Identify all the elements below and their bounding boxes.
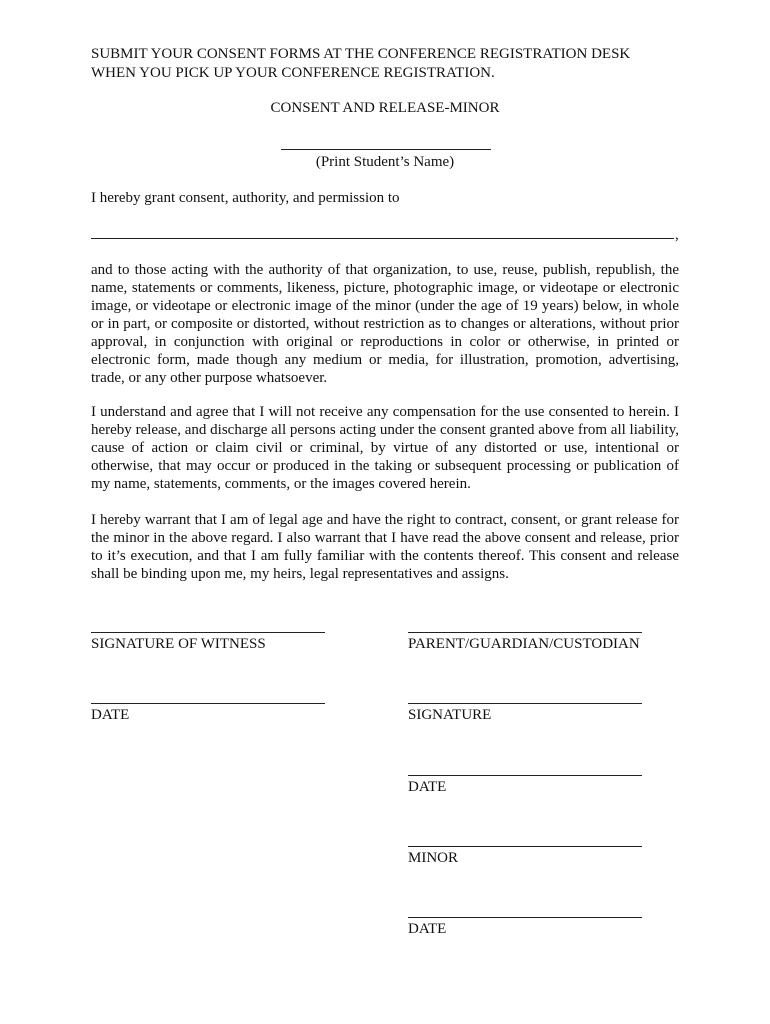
parent-guardian-label: PARENT/GUARDIAN/CUSTODIAN [408, 636, 640, 652]
witness-date-line[interactable] [91, 703, 325, 704]
parent-name-line[interactable] [408, 632, 642, 633]
parent-signature-line[interactable] [408, 703, 642, 704]
form-title: CONSENT AND RELEASE-MINOR [270, 100, 500, 116]
student-name-caption: (Print Student’s Name) [315, 154, 455, 170]
warranty-paragraph: I hereby warrant that I am of legal age and have the right to contract, consent, or grant release for the minor in the above regard. I also warrant that I have read the above consent and release, prior to it’s execution, and that I am fully familiar with the contents thereof. This consent and release shall be binding upon me, my heirs, legal representatives and assigns. [91, 512, 679, 582]
minor-date-label: DATE [408, 921, 447, 937]
parent-date-label: DATE [408, 779, 447, 795]
usage-paragraph: and to those acting with the authority of that organization, to use, reuse, publish, republish, the name, statements or comments, likeness, picture, photographic image, or videotape or electronic image, or videotape or electronic image of the minor (under the age of 19 years) below, in whole or in part, or composite or distorted, without restriction as to changes or alterations, without prior approval, in conjunction with original or reproductions in color or otherwise, in printed or electronic form, made though any medium or media, for illustration, promotion, advertising, trade, or any other purpose whatsoever. [91, 262, 679, 386]
minor-date-line[interactable] [408, 917, 642, 918]
parent-date-line[interactable] [408, 775, 642, 776]
witness-signature-label: SIGNATURE OF WITNESS [91, 636, 266, 652]
student-name-line[interactable] [281, 149, 491, 150]
release-paragraph: I understand and agree that I will not receive any compensation for the use consented to herein. I hereby release, and discharge all persons acting under the consent granted above from all liability, cause of action or claim civil or criminal, by virtue of any distorted or use, intentional or otherwise, that may occur or produced in the taking or subsequent processing or publication of my name, statements, comments, or the images covered herein. [91, 404, 679, 492]
minor-signature-line[interactable] [408, 846, 642, 847]
witness-date-label: DATE [91, 707, 130, 723]
submission-notice-line-1: SUBMIT YOUR CONSENT FORMS AT THE CONFERENCE REGISTRATION DESK [91, 46, 631, 62]
parent-signature-label: SIGNATURE [408, 707, 492, 723]
witness-signature-line[interactable] [91, 632, 325, 633]
minor-signature-label: MINOR [408, 850, 459, 866]
organization-name-line[interactable] [91, 238, 674, 239]
organization-line-comma: , [675, 227, 679, 243]
submission-notice-line-2: WHEN YOU PICK UP YOUR CONFERENCE REGISTRATION. [91, 65, 495, 81]
submission-notice [91, 45, 691, 83]
grant-statement: I hereby grant consent, authority, and permission to [91, 190, 400, 206]
